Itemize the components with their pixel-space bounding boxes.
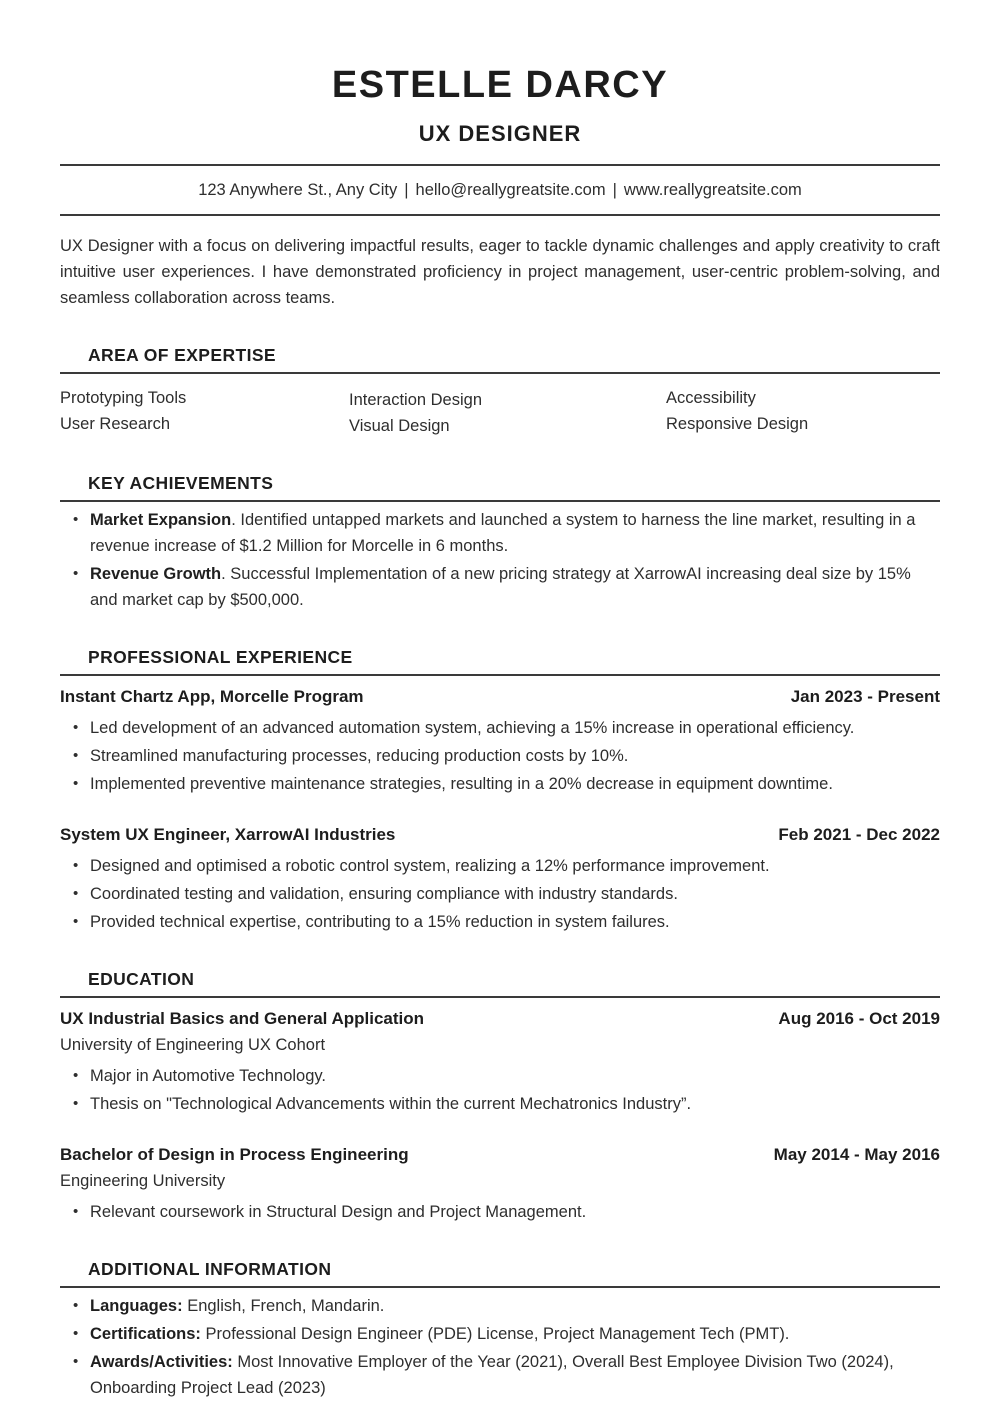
expertise-rule bbox=[60, 372, 940, 374]
job-bullet: • Streamlined manufacturing processes, reducing production costs by 10%. bbox=[60, 743, 940, 769]
degree-dates: May 2014 - May 2016 bbox=[773, 1145, 940, 1164]
achievement-item bbox=[60, 561, 940, 613]
job-bullets bbox=[60, 853, 940, 935]
achievements-rule bbox=[60, 500, 940, 502]
job-header bbox=[60, 684, 940, 710]
degree-bullets bbox=[60, 1199, 940, 1225]
job-bullet: • Implemented preventive maintenance strategies, resulting in a 20% decrease in equipment downtime. bbox=[60, 771, 940, 797]
achievement-lead: Market Expansion bbox=[90, 511, 232, 529]
degree-entry bbox=[60, 1142, 940, 1225]
additional-item bbox=[60, 1321, 940, 1347]
additional-rule bbox=[60, 1286, 940, 1288]
section-achievements bbox=[60, 472, 940, 613]
additional-lead: Certifications: bbox=[90, 1325, 201, 1343]
section-expertise bbox=[60, 344, 940, 439]
expertise-heading: AREA OF EXPERTISE bbox=[88, 345, 276, 365]
contact-separator: | bbox=[612, 181, 617, 199]
job-bullet: • Provided technical expertise, contributing to a 15% reduction in system failures. bbox=[60, 909, 940, 935]
degree-bullet: • Major in Automotive Technology. bbox=[60, 1063, 940, 1089]
expertise-column-1 bbox=[60, 385, 349, 439]
skill-item: Visual Design bbox=[349, 417, 450, 435]
expertise-column-2 bbox=[349, 385, 666, 439]
degree-header bbox=[60, 1142, 940, 1168]
achievements-list bbox=[60, 507, 940, 613]
education-heading: EDUCATION bbox=[88, 969, 195, 989]
achievement-lead: Revenue Growth bbox=[90, 565, 222, 583]
degree-entry bbox=[60, 1006, 940, 1117]
experience-heading: PROFESSIONAL EXPERIENCE bbox=[88, 647, 353, 667]
additional-heading: ADDITIONAL INFORMATION bbox=[88, 1259, 332, 1279]
skill-item: Accessibility bbox=[666, 389, 756, 407]
contact-separator: | bbox=[404, 181, 409, 199]
job-bullet: • Coordinated testing and validation, ensuring compliance with industry standards. bbox=[60, 881, 940, 907]
job-bullet: • Led development of an advanced automation system, achieving a 15% increase in operational efficiency. bbox=[60, 715, 940, 741]
job-dates: Feb 2021 - Dec 2022 bbox=[778, 825, 940, 844]
section-additional bbox=[60, 1258, 940, 1401]
additional-text: Professional Design Engineer (PDE) License, Project Management Tech (PMT). bbox=[200, 1325, 790, 1343]
job-bullet: • Designed and optimised a robotic control system, realizing a 12% performance improvement. bbox=[60, 853, 940, 879]
degree-title: UX Industrial Basics and General Application bbox=[60, 1009, 425, 1028]
experience-rule bbox=[60, 674, 940, 676]
skill-item: Interaction Design bbox=[349, 391, 482, 409]
contact-email: hello@reallygreatsite.com bbox=[415, 181, 606, 199]
degree-institution: Engineering University bbox=[60, 1172, 226, 1190]
achievement-text: . Successful Implementation of a new pricing strategy at XarrowAI increasing deal size by 15% and market cap by $500,000. bbox=[90, 565, 911, 609]
contact-line bbox=[60, 166, 940, 214]
skill-item: Responsive Design bbox=[666, 415, 809, 433]
person-name: ESTELLE DARCY bbox=[331, 64, 669, 106]
degree-institution: University of Engineering UX Cohort bbox=[60, 1036, 326, 1054]
degree-dates: Aug 2016 - Oct 2019 bbox=[778, 1009, 940, 1028]
additional-text: English, French, Mandarin. bbox=[182, 1297, 385, 1315]
achievements-heading: KEY ACHIEVEMENTS bbox=[88, 473, 274, 493]
achievement-text: . Identified untapped markets and launched a system to harness the line market, resulting in a revenue increase of $1.2 Million for Morcelle in 6 months. bbox=[90, 511, 916, 555]
contact-website: www.reallygreatsite.com bbox=[623, 181, 802, 199]
additional-lead: Languages: bbox=[90, 1297, 183, 1315]
additional-lead: Awards/Activities: bbox=[90, 1353, 233, 1371]
person-title: UX DESIGNER bbox=[418, 121, 582, 146]
job-entry bbox=[60, 684, 940, 797]
degree-bullets bbox=[60, 1063, 940, 1117]
degree-bullet: • Thesis on "Technological Advancements within the current Mechatronics Industry”. bbox=[60, 1091, 940, 1117]
contact-address: 123 Anywhere St., Any City bbox=[198, 181, 398, 199]
job-header bbox=[60, 822, 940, 848]
degree-bullet: • Relevant coursework in Structural Design and Project Management. bbox=[60, 1199, 940, 1225]
additional-list bbox=[60, 1293, 940, 1401]
section-experience bbox=[60, 646, 940, 935]
job-title: System UX Engineer, XarrowAI Industries bbox=[60, 825, 396, 844]
additional-item bbox=[60, 1293, 940, 1319]
degree-header bbox=[60, 1006, 940, 1032]
section-education bbox=[60, 968, 940, 1225]
additional-text: Most Innovative Employer of the Year (2021), Overall Best Employee Division Two (2024), Onboarding Project Lead (2023) bbox=[90, 1353, 894, 1397]
job-bullets bbox=[60, 715, 940, 797]
achievement-item bbox=[60, 507, 940, 559]
degree-title: Bachelor of Design in Process Engineering bbox=[60, 1145, 409, 1164]
job-title: Instant Chartz App, Morcelle Program bbox=[60, 687, 364, 706]
expertise-column-3 bbox=[666, 385, 940, 439]
divider-below-contact bbox=[60, 214, 940, 216]
job-dates: Jan 2023 - Present bbox=[790, 687, 940, 706]
summary-paragraph: UX Designer with a focus on delivering impactful results, eager to tackle dynamic challenges and apply creativity to craft intuitive user experiences. I have demonstrated proficiency in project management, user-centric problem-solving, and seamless collaboration across teams. bbox=[60, 237, 940, 307]
education-rule bbox=[60, 996, 940, 998]
expertise-grid bbox=[60, 385, 940, 439]
skill-item: User Research bbox=[60, 415, 171, 433]
job-entry bbox=[60, 822, 940, 935]
skill-item: Prototyping Tools bbox=[60, 389, 187, 407]
resume-header bbox=[60, 62, 940, 216]
additional-item bbox=[60, 1349, 940, 1401]
